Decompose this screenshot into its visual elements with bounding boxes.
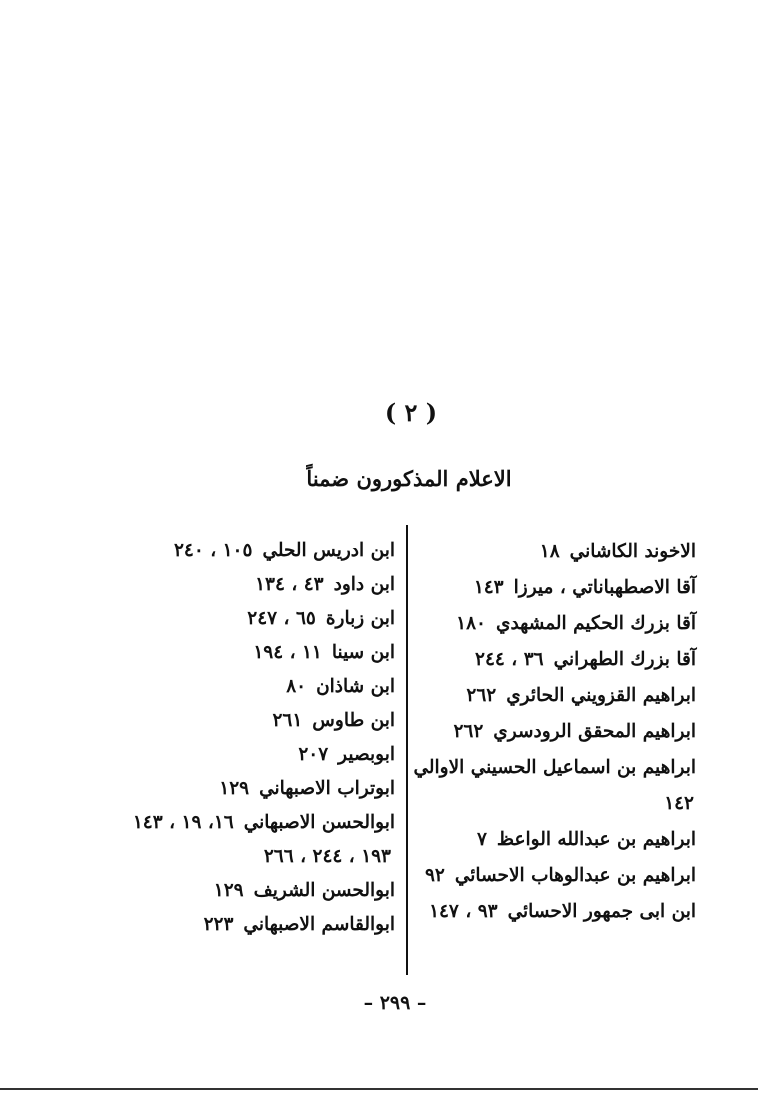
index-entry (120, 636, 395, 670)
entry-name: ابن طاوس (312, 710, 395, 731)
entry-name: ابوالقاسم الاصبهاني (243, 914, 395, 935)
entry-name: ابن زبارة (325, 608, 395, 629)
index-column-right (413, 534, 696, 930)
entry-pages: ٦٥ ، ٢٤٧ (247, 608, 316, 629)
index-entry (120, 602, 395, 636)
index-entry (120, 874, 395, 908)
entry-name: ابوالحسن الشريف (253, 880, 395, 901)
entry-name: ابراهيم بن عبدالله الواعظ (496, 829, 696, 850)
index-entry (120, 568, 395, 602)
entry-name: ابراهيم بن اسماعيل الحسيني الاوالي (413, 757, 696, 778)
index-entry (420, 534, 696, 570)
entry-pages: ٩٣ ، ١٤٧ (429, 901, 498, 922)
entry-name: آقا بزرك الحكيم المشهدي (495, 613, 696, 634)
index-entry (413, 750, 696, 786)
entry-pages: ١٤٣ (473, 577, 504, 598)
entry-pages: ٨٠ (286, 676, 307, 697)
entry-pages: ٤٣ ، ١٣٤ (255, 574, 324, 595)
entry-name: ابوبصير (338, 744, 395, 765)
index-entry (420, 606, 696, 642)
index-entry (120, 908, 395, 942)
index-entry (120, 670, 395, 704)
entry-pages: ٢٦٢ (466, 685, 497, 706)
entry-pages: ٣٦ ، ٢٤٤ (475, 649, 544, 670)
index-entry (420, 714, 696, 750)
entry-name: ابن ابى جمهور الاحسائي (507, 901, 696, 922)
entry-name: ابوتراب الاصبهاني (259, 778, 395, 799)
entry-pages: ٢٦١ (272, 710, 303, 731)
entry-name: الاخوند الكاشاني (569, 541, 696, 562)
entry-pages: ٧ (476, 829, 487, 850)
entry-pages: ١٩٣ ، ٢٤٤ ، ٢٦٦ (263, 846, 391, 867)
entry-name: ابوالحسن الاصبهاني (243, 812, 395, 833)
entry-name: ابن سينا (331, 642, 395, 663)
entry-name: ابراهيم المحقق الرودسري (493, 721, 696, 742)
entry-pages: ١٨٠ (456, 613, 486, 634)
entry-name: آقا بزرك الطهراني (553, 649, 696, 670)
entry-pages: ١٠٥ ، ٢٤٠ (173, 540, 253, 561)
entry-pages: ١١ ، ١٩٤ (253, 642, 322, 663)
index-entry (120, 534, 395, 568)
section-number: ( ٢ ) (384, 398, 438, 427)
section-title: الاعلام المذكورون ضمناً (306, 466, 512, 491)
entry-pages: ١٢٩ (219, 778, 250, 799)
index-entry (120, 704, 395, 738)
index-entry (420, 894, 696, 930)
entry-pages: ١٦، ١٩ ، ١٤٣ (132, 812, 234, 833)
entry-pages: ١٢٩ (213, 880, 244, 901)
entry-pages: ٩٢ (424, 865, 445, 886)
entry-name: ابن شاذان (316, 676, 395, 697)
page-number: – ٢٩٩ – (363, 992, 427, 1014)
entry-name: ابن داود (333, 574, 395, 595)
entry-name: آقا الاصطهباناتي ، ميرزا (513, 577, 696, 598)
index-entry (420, 678, 696, 714)
index-entry (120, 806, 395, 840)
entry-name: ابراهيم القزويني الحائري (506, 685, 696, 706)
column-divider (406, 525, 408, 975)
index-column-left (120, 534, 395, 942)
entry-name: ابن ادريس الحلي (262, 540, 395, 561)
index-entry (420, 642, 696, 678)
index-entry (120, 772, 395, 806)
entry-pages: ٢٢٣ (203, 914, 234, 935)
entry-pages: ٢٦٢ (453, 721, 484, 742)
index-entry (420, 822, 696, 858)
bottom-rule (0, 1088, 758, 1090)
index-entry (420, 570, 696, 606)
entry-pages: ١٨ (539, 541, 560, 562)
entry-pages: ١٤٢ (664, 793, 694, 814)
index-entry-continuation (420, 786, 696, 822)
index-entry-continuation (120, 840, 395, 874)
entry-pages: ٢٠٧ (298, 744, 329, 765)
entry-name: ابراهيم بن عبدالوهاب الاحسائي (454, 865, 696, 886)
index-entry (420, 858, 696, 894)
index-entry (120, 738, 395, 772)
